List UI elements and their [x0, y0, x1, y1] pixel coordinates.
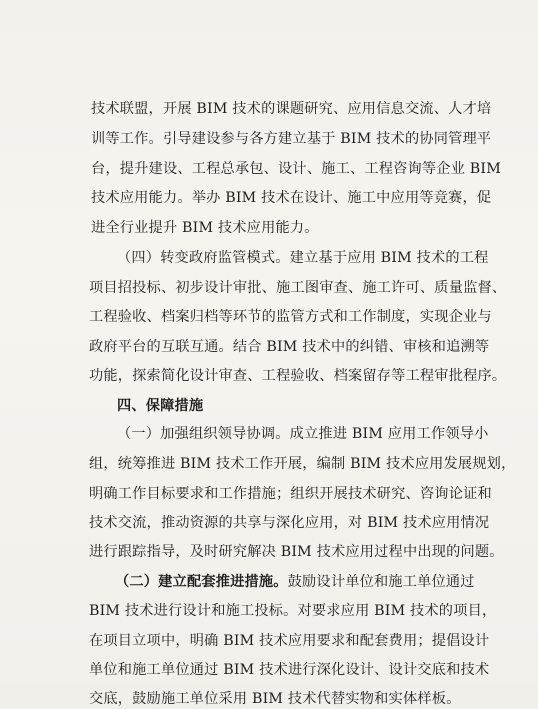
body-line-9: 政府平台的互联互通。结合 BIM 技术中的纠错、审核和追溯等: [89, 339, 490, 355]
body-line-4: 技术应用能力。举办 BIM 技术在设计、施工中应用等竞赛，促: [91, 190, 492, 206]
body-line-10: 功能，探索简化设计审查、工程验收、档案留存等工程审批程序。: [89, 368, 507, 384]
subsection-text: 鼓励设计单位和施工单位通过: [287, 574, 475, 590]
body-line-14: 明确工作目标要求和工作措施；组织开展技术研究、咨询论证和: [89, 486, 492, 502]
body-line-19: 在项目立项中，明确 BIM 技术应用要求和配套费用；提倡设计: [89, 633, 490, 649]
body-line-12: （一）加强组织领导协调。成立推进 BIM 应用工作领导小: [117, 426, 489, 442]
body-line-1: 技术联盟，开展 BIM 技术的课题研究、应用信息交流、人才培: [91, 101, 492, 117]
body-line-6: （四）转变政府监管模式。建立基于应用 BIM 技术的工程: [117, 250, 489, 266]
subsection-title: （二）建立配套推进措施。: [115, 574, 288, 590]
section-heading: 四、保障措施: [117, 398, 204, 414]
body-line-21: 交底，鼓励施工单位采用 BIM 技术代替实物和实体样板。: [89, 691, 461, 707]
body-line-3: 台，提升建设、工程总承包、设计、施工、工程咨询等企业 BIM: [91, 161, 501, 177]
body-line-20: 单位和施工单位通过 BIM 技术进行深化设计、设计交底和技术: [89, 662, 490, 678]
body-line-13: 组，统筹推进 BIM 技术工作开展，编制 BIM 技术应用发展规划，: [89, 456, 516, 472]
body-line-5: 进全行业提升 BIM 技术应用能力。: [91, 220, 319, 236]
body-line-2: 训等工作。引导建设参与各方建立基于 BIM 技术的协同管理平: [91, 131, 492, 147]
body-line-8: 工程验收、档案归档等环节的监管方式和工作制度，实现企业与: [89, 309, 492, 325]
body-line-18: BIM 技术进行设计和施工投标。对要求应用 BIM 技术的项目，: [89, 603, 497, 619]
body-line-7: 项目招投标、初步设计审批、施工图审查、施工许可、质量监督、: [89, 280, 507, 296]
body-line-17: [115, 572, 475, 592]
body-line-16: 进行跟踪指导，及时研究解决 BIM 技术应用过程中出现的问题。: [89, 544, 504, 560]
body-line-15: 技术交流，推动资源的共享与深化应用，对 BIM 技术应用情况: [89, 515, 490, 531]
